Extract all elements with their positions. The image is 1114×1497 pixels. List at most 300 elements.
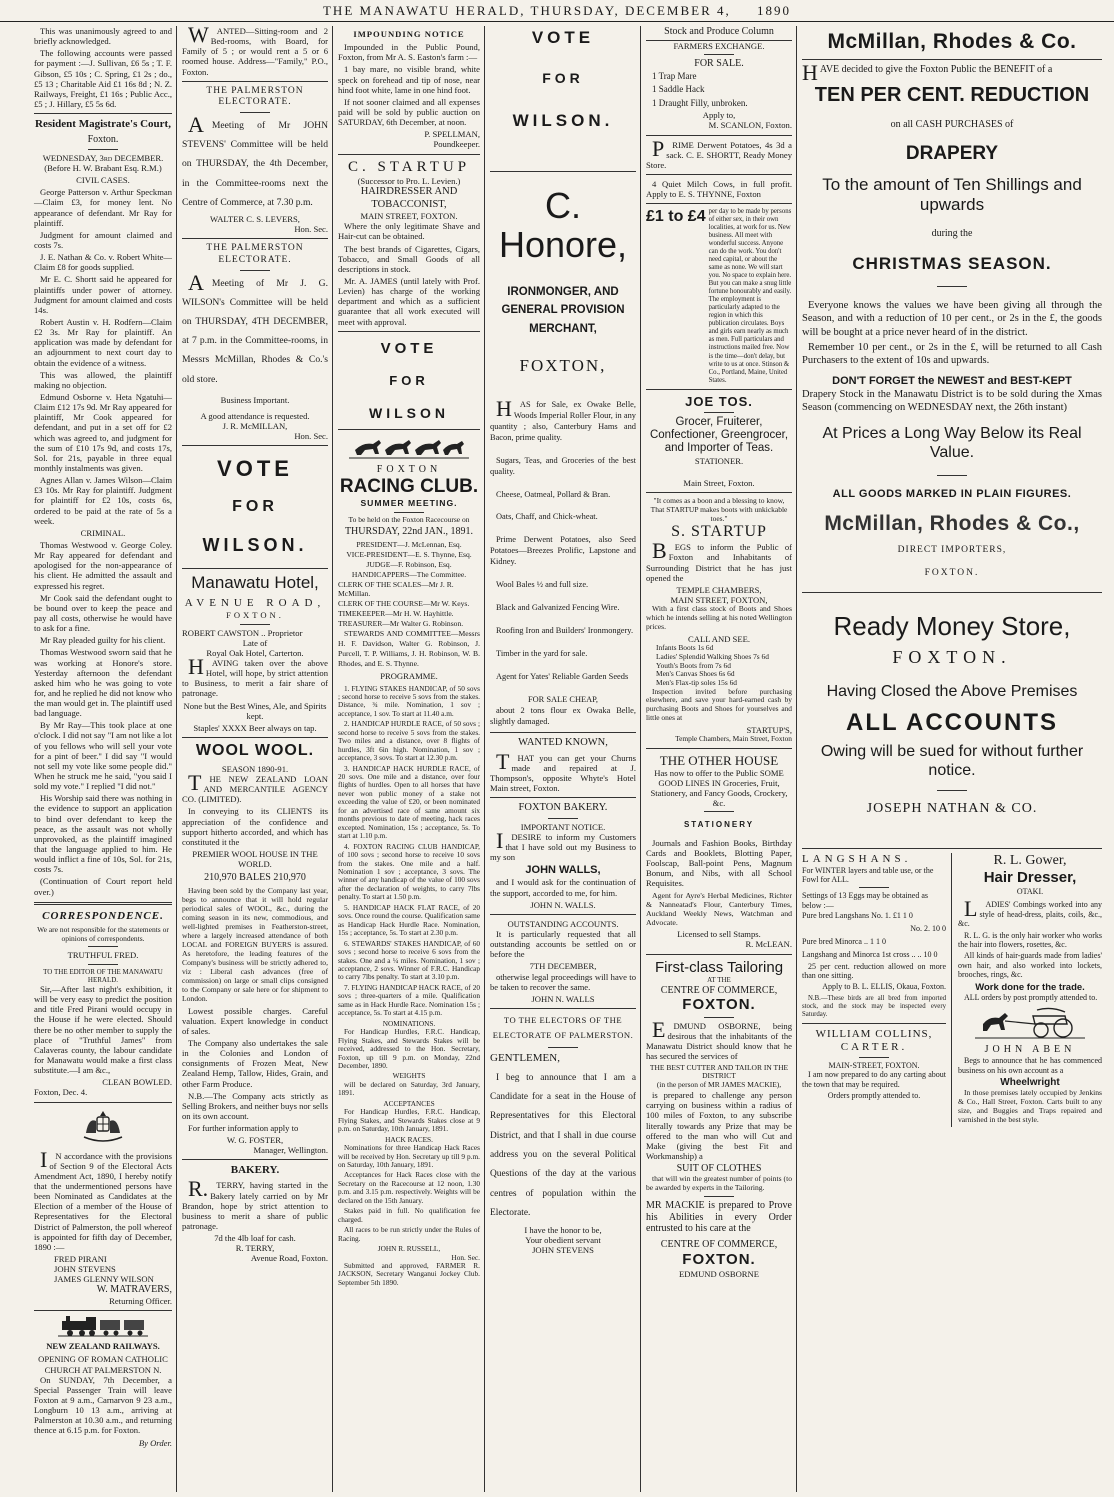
divider [182,1159,328,1160]
racing-official: JUDGE—F. Robinson, Esq. [366,559,452,569]
divider [490,1008,636,1009]
wool-lowest: Lowest possible charges. Careful valuation. Expert knowledge in conduct of sales. [182,1005,328,1036]
wilson-heading: WILSON. [512,110,614,130]
boot-price: Ladies' Splendid Walking Shoes 7s 6d [656,651,769,661]
s-startup-street: MAIN STREET, FOXTON, [670,594,768,605]
honore-item: Cheese, Oatmeal, Pollard & Bran. [496,489,611,499]
electors-title: TO THE ELECTORS OF THE ELECTORATE OF PALMERSTON. [492,1014,634,1041]
egg-price: Pure bred Minorca .. 1 1 0 [802,936,886,946]
gower-title: R. L. Gower, [993,852,1067,868]
summer-meeting: SUMMER MEETING. [360,498,458,509]
collins-trade: CARTER. [840,1040,908,1053]
divider [34,902,172,905]
divider [182,445,328,446]
divider [34,113,172,114]
langshans-nb: N.B.—These birds are all bred from imported stock, and the stock may be inspected every Saturday. [802,994,946,1018]
startup-successor: (Successor to Pro. L. Levien.) [357,176,461,187]
gower-text: All kinds of hair-guards made from ladies' own hair, and also worked into lockets, brooches, rings, &c. [958,951,1102,980]
prices-below-value: At Prices a Long Way Below its Real Value. [822,425,1082,462]
hack-races-text: Stakes paid in full. No qualification fee charged. [338,1206,480,1224]
divider [338,331,480,332]
honore-item: Timber in the yard for sale. [496,648,588,658]
letter-heading: TO THE EDITOR OF THE MANAWATU HERALD. [43,967,163,984]
impounding-item: 1 bay mare, no visible brand, white speck on forehead and tip of nose, near hind foot white, lame in one hind foot. [338,64,480,95]
accounts-text: The following accounts were passed for payment :—J. Sullivan, £6 5s ; T. F. Gibson, £5 10s ; C. Spring, £1 2s ; do., £5 13 ; Charitable Aid £1 16s 8d ; N. Z. Railways, Freight, £1 16s ; Public Acc., £5 ; J. Hillary, £5 5s 6d. [34,48,172,109]
centre-of-commerce: CENTRE OF COMMERCE, [660,1239,778,1251]
divider [704,54,734,55]
railways-title: NEW ZEALAND RAILWAYS. [46,1341,160,1352]
divider [704,1196,734,1197]
divider [646,203,792,204]
joe-tos-trade: Grocer, Fruiterer, Confectioner, Greengrocer, and Importer of Teas. [649,415,789,455]
all-accounts: ALL ACCOUNTS [846,709,1058,737]
divider [182,238,328,239]
court-place: Foxton. [87,134,119,146]
divider [88,149,118,150]
race-item: 3. HANDICAP HACK HURDLE RACE, of 20 sovs. One mile and a distance, over four flights of hurdles. Open to all horses that have never won public money of a stake not exceeding the value of £20, or been nominated for an advertised race of same amount six months previous to date of meeting, hack races excepted. Nomination, 15s ; acceptance, 5s. To start at 1.10 p.m. [338,763,480,841]
divider [240,624,270,625]
mcmillan-para: Remember 10 per cent., or 2s in the £, will be returned to all Cash Purchasers to the extent of 10s and upwards. [802,341,1102,366]
divider [937,790,967,791]
hotel-text: HAVING taken over the above Hotel, will hope, by strict attention to Business, to merit a fair share of patronage. [182,654,328,699]
foxton-bakery-title: FOXTON BAKERY. [518,802,608,814]
wool-season: SEASON 1890-91. [221,763,289,774]
railways-sign: By Order. [138,1437,172,1448]
bakery-notice-sign: JOHN N. WALLS. [530,899,596,910]
divider [704,412,734,413]
outstanding-sign: JOHN N. WALLS [531,993,595,1004]
divider [802,59,1102,60]
criminal-text: By Mr Ray—This took place at one o'clock. I did not say "I am not like a lot of you fellows who will sell your vote for a pint of beer." I did say "I would not sell my vote like some people did." When he struck me he said, "you said I sold my vote." I replied "I did not." [34,720,172,792]
column-rule [640,26,641,1492]
potatoes-ad: PRIME Derwent Potatoes, 4s 3d a sack. C. E. SHORTT, Ready Money Store. [646,135,792,170]
race-item: 6. STEWARDS' STAKES HANDICAP, of 60 sovs ; second horse to receive 6 sovs from the stakes. One and a ¼ miles. Nomination, 1 sov ; acceptance, 2 sovs. Winner of F.R.C. Handicap to carry 7lbs penalty. To start at 3.10 p.m. [338,938,480,982]
direct-importers: DIRECT IMPORTERS, [897,545,1007,556]
aben-more: In those premises lately occupied by Jenkins & Co., Hall Street, Foxton. Carts built to any size, and Buggies and Traps repaired and varnished in the best style. [958,1087,1102,1124]
divider [646,492,792,493]
racing-sign-role: Hon. Sec. [451,1252,480,1262]
racing-official: STEWARDS AND COMMITTEE—Messrs H. F. Davidson, Walter G. Robinson, J. Purcell, T. P. Williams, J. H. Robinson, W. B. Rhodes, and E. S. Thynne. [338,628,480,668]
wool-london: The Company also undertakes the sale in the Colonies and London of consignments of Frozen Meat, New Zealand Hemp, Tallow, Hides, Grain, and other Farm Produce. [182,1037,328,1089]
column-1 [30,26,176,1492]
farmers-exchange: FARMERS EXCHANGE. [673,40,765,51]
sale-item: 1 Draught Filly, unbroken. [652,97,748,108]
gower-text: LADIES' Combings worked into any style of head-dress, plaits, coils, &c., &c. [958,896,1102,929]
ready-money-store-town: FOXTON. [892,647,1012,668]
aben-trade: Wheelwright [1000,1077,1060,1089]
honore-title: C. Honore, [498,184,628,266]
electors-sign: JOHN STEVENS [532,1245,594,1256]
column-4 [486,26,640,1492]
electorate-notice-title: THE PALMERSTON ELECTORATE. [206,85,304,107]
outstanding-date: 7TH DECEMBER, [529,961,597,972]
racing-official: CLERK OF THE SCALES—Mr J. R. McMillan. [338,579,454,599]
egg-price: No. 2. 10 0 [910,924,946,934]
gower-work: Work done for the trade. [975,981,1085,993]
honore-item: Oats, Chaff, and Chick-wheat. [496,512,598,522]
race-item: 1. FLYING STAKES HANDICAP, of 50 sovs ; second horse to receive 5 sovs from the stakes. Distance, ¾ mile. Nomination, 1 sov ; acceptance, 1 sov. To start at 11.40 a.m. [338,683,480,718]
election-notice: IN accordance with the provisions of Section 9 of the Electoral Acts Amendment Act, 1890, I hereby notify that the undermentioned persons have been Nominated as Candidates at the Election of a member of the House of Representatives for the Electoral District of Palmerston, the poll whereof is appointed for fifth day of December, 1890 :— [34,1146,172,1252]
criminal-text: Thomas Westwood v. George Coley. Mr Ray appeared for defendant and apologised for the non-appearance of his client. He admitted the assault and expressed his regret. [34,539,172,591]
divider [88,964,118,965]
mcmillan-town: FOXTON. [924,568,980,579]
electors-text: I beg to announce that I am a Candidate for a seat in the House of Representatives for this Electoral District, and that I shall in due course address you on the several Political Questions of the day at the various centres of population within the Electorate. [490,1072,636,1218]
intro-text: This was unanimously agreed to and briefly acknowledged. [34,26,172,47]
wool-premier: PREMIER WOOL HOUSE IN THE WORLD. [192,849,318,870]
tailoring-at: AT THE [707,976,731,985]
honore-town: FOXTON, [519,355,607,375]
money-text: per day to be made by persons of either sex, in their own localities, at work for us. New business. All meet with wonderful success. Anyone can do the work. You don't need capital, or about the same as none. We will start you. No space to explain here. But you can make a snug little fortune honourably and easily. The employment is particularly adapted to the region in which this publication circulates. Boys and girls earn nearly as much as men. Full particulars and instructions mailed free. Now is the time—don't delay, but write to us at once. Stinson & Co., Portland, Maine, United States. [708,208,792,384]
column-rule [176,26,177,1492]
divider [490,732,636,733]
hotel-road: AVENUE ROAD, [184,596,326,609]
collins-street: MAIN-STREET, FOXTON. [828,1060,920,1070]
stock-column-title: Stock and Produce Column [646,26,792,41]
stationery-heading: STATIONERY [683,820,755,830]
cash-purchases: on all CASH PURCHASES of [890,119,1014,131]
agent-text: Agent for Ayre's Herbal Medicines, Richter & Nanneatad's Flour, Canterbury Times, Auckland Weekly News, Watchman and Advocate. [646,890,792,928]
money-heading: £1 to £4 [646,208,706,226]
mcmillan-title: McMillan, Rhodes & Co., [824,512,1080,536]
case-text: J. E. Nathan & Co. v. Robert White—Claim £8 for goods supplied. [34,252,172,273]
locomotive-icon [58,1315,148,1337]
dont-forget: DON'T FORGET the NEWEST and BEST-KEPT [832,374,1072,387]
wilson-heading: WILSON. [202,535,308,556]
racing-official: TREASURER—Mr Walter G. Robinson. [338,619,464,629]
ten-percent-reduction: TEN PER CENT. REDUCTION [814,83,1090,106]
tailoring-text: EDMUND OSBORNE, being desirous that the inhabitants of the Manawatu District should know that he has secured the services of [646,1017,792,1062]
racing-club-title: RACING CLUB. [339,476,479,497]
electorate-notice-sign: J. R. McMILLAN, [222,421,288,432]
masthead [0,0,1114,22]
s-startup-sign: STARTUP'S, [746,724,792,735]
racing-official: VICE-PRESIDENT—E. S. Thynne, Esq. [346,550,472,560]
during-text: during the [931,228,973,240]
divider [338,429,480,430]
case-text: Mr E. C. Shortt said he appeared for plaintiffs under power of attorney. Judgment for amount claimed and costs 14s. [34,274,172,315]
divider [802,1023,946,1024]
wool-role: Manager, Wellington. [253,1145,328,1156]
divider [182,81,328,82]
divider [646,389,792,390]
langshans-apply: Apply to B. L. ELLIS, Okaua, Foxton. [822,982,946,992]
mcmillan-para: Everyone knows the values we have been giving all through the Season, and with a reduction of 10 per cent., or 2s in the £, the goods will be bought at a price never heard of in the district. [802,300,1102,338]
joe-tos-title: JOE TOS. [685,393,753,409]
honore-item: Roofing Iron and Builders' Ironmongery. [496,626,634,635]
startup-text: Where the only legitimate Shave and Hair-cut can be obtained. [338,221,480,242]
racing-sign: JOHN R. RUSSELL, [377,1244,441,1254]
apply-name: M. SCANLON, Foxton. [708,120,792,131]
hotel-late: Late of [242,637,268,648]
column-rule [484,26,485,1492]
wanted-known-text: THAT you can get your Churns made and repaired at J. Thompson's, opposite Whyte's Hotel Main street, Foxton. [490,748,636,794]
candidate-name: FRED PIRANI [54,1253,107,1264]
impounding-title: IMPOUNDING NOTICE [353,29,465,39]
outstanding-text: It is particularly requested that all outstanding accounts be settled on or before the [490,928,636,960]
racing-approved: Submitted and approved, FARMER R. JACKSON, Secretary Wanganui Jockey Club. September 5th 1890. [338,1260,480,1287]
acceptances-text: For Handicap Hurdles, F.R.C. Handicap, Flying Stakes, and Stewards Stakes close at 9 p.m. on Saturday, 10th January, 1891. [338,1107,480,1134]
hotel-title: Manawatu Hotel, [191,573,319,593]
letter-date: Foxton, Dec. 4. [34,1087,88,1098]
letter-signature: CLEAN BOWLED. [102,1077,172,1088]
electorate-notice-text: AMeeting of Mr JOHN STEVENS' Committee will be held on THURSDAY, the 4th December, in the Committee-rooms next the Centre of Commerce, at 7.30 p.m. [182,112,328,208]
collins-text: I am now prepared to do any carting about the town that may be required. [802,1070,946,1089]
divider [859,1057,889,1058]
wanted-known-title: WANTED KNOWN, [518,736,608,748]
divider [704,811,734,812]
boot-price: Men's Canvas Shoes 6s 6d [656,669,735,679]
case-text: This was allowed, the plaintiff making no objection. [34,369,172,390]
tailoring-points: that will win the greatest number of points (to be awarded by experts in the Tailoring. [646,1173,792,1192]
amount-text: To the amount of Ten Shillings and upwards [822,175,1082,214]
wool-sign: W. G. FOSTER, [226,1135,284,1146]
case-text: Agnes Allan v. James Wilson—Claim £3 10s. Mr Ray for plaintiff. Judgment for plaintiff for £2 10s, costs 6s, ordered to be paid at the rate of 5s a week. [34,475,172,526]
honore-trade: IRONMONGER, AND GENERAL PROVISION MERCHANT, [501,285,625,335]
wool-text: In conveying to its CLIENTS its appreciation of the confidence and support hitherto accorded, and which has constituted it the [182,806,328,847]
hack-races-heading: HACK RACES. [385,1134,433,1144]
call-and-see: CALL AND SEE. [688,633,750,644]
honore-item: Prime Derwent Potatoes, also Seed Potatoes—Breezes Prolific, Lapstone and Kidney. [490,535,636,567]
owing-text: Owing will be sued for without further notice. [820,742,1084,779]
weights-text: will be declared on Saturday, 3rd January, 1891. [338,1079,480,1098]
race-item: 4. FOXTON RACING CLUB HANDICAP, of 100 sovs ; second horse to receive 10 sovs from the stakes. One mile and a half. Nomination 1 sov ; acceptance, 3 sovs. The winner of any handicap of the value of 100 sovs after the declaration of weights, to carry 7lbs penalty. To start at 1.50 p.m. [338,841,480,902]
aben-text: Begs to announce that he has commenced business on his own account as a [958,1056,1102,1075]
divider [859,887,889,888]
hotel-town: FOXTON. [226,609,284,620]
divider [88,946,118,947]
civil-cases-heading: CIVIL CASES. [76,175,130,186]
court-before: (Before H. W. Brabant Esq. R.M.) [44,163,162,174]
egg-price: Langshang and Minorca 1st cross .. .. 10 0 [802,949,938,959]
column-3 [334,26,484,1492]
gower-orders: ALL orders by post promptly attended to. [964,992,1098,1002]
paper-name: THE MANAWATU HERALD, [322,3,526,18]
aben-title: JOHN ABEN [984,1044,1076,1056]
electorate-notice-title: THE PALMERSTON ELECTORATE. [206,243,304,265]
honore-item: Black and Galvanized Fencing Wire. [496,603,620,613]
apply-to: Apply to, [702,110,736,121]
divider [646,135,792,136]
important-notice: IMPORTANT NOTICE. [520,821,606,832]
impounding-more: If not sooner claimed and all expenses paid will be sold by public auction on SATURDAY, 6th December, at noon. [338,96,480,128]
wool-info: For further information apply to [188,1123,299,1134]
bakery-price: 7d the 4lb loaf for cash. [214,1233,296,1244]
criminal-text: (Continuation of Court report held over.) [34,876,172,897]
joe-tos-stationer: STATIONER. [694,455,744,466]
bakery-title: BAKERY. [230,1164,280,1177]
langshans-title: LANGSHANS. [802,852,912,865]
wanted-ad: WANTED—Sitting-room and 2 Bed-rooms, with Board, for Family of 5 ; or would rent a 5 or 6 roomed house. Address—"Family," P.O., Foxton. [182,26,328,77]
royal-coat-of-arms-icon [80,1107,126,1147]
bakery-notice-more: and I would ask for the continuation of the support, accorded to me, for him. [490,877,636,898]
hotel-proprietor: ROBERT CAWSTON .. Proprietor [182,627,303,638]
criminal-text: Thomas Westwood sworn said that he was working at Honore's store. Yesterday afternoon the defendant asked him who he was going to vote for, and he replied he did not know who the man would get in. The plaintiff used bad language. [34,647,172,719]
impounding-text: Impounded in the Public Pound, Foxton, from Mr A. S. Easton's farm :— [338,42,480,63]
outstanding-more: otherwise legal proceedings will have to be taken to recover the same. [490,971,636,992]
hack-races-text: Nominations for three Handicap Hack Races will be received by Hon. Secretary up till 9 p.m. on Saturday, 10th January, 1891. [338,1143,480,1169]
racehorses-icon [349,434,469,460]
criminal-heading: CRIMINAL. [80,527,126,538]
bakery-text: R.TERRY, having started in the Bakery lately carried on by Mr Brandon, hope by strict attention to business to merit a share of public patronage. [182,1176,328,1232]
newspaper-page [30,26,1106,1492]
honore-item: Agent for Yates' Reliable Garden Seeds [496,671,629,681]
divider [338,154,480,155]
divider [548,1047,578,1048]
correspondence-title: CORRESPONDENCE. [42,909,164,922]
divider [34,1102,172,1103]
column-5 [642,26,796,1492]
joe-tos-street: Main Street, Foxton. [683,477,755,488]
gower-town: OTAKI. [1016,886,1044,896]
honore-item: Wool Bales ½ and full size. [496,580,589,590]
attendance-request: A good attendance is requested. [200,411,310,421]
column-rule [796,26,797,1492]
tailoring-mackie: MR MACKIE is prepared to Prove his Abilities in every Order entrusted to his care at the [646,1199,792,1235]
racing-held: To be held on the Foxton Racecourse on [348,514,470,524]
hack-races-text: Acceptances for Hack Races close with the Secretary on the Racecourse at 12 noon, 1.30 p.m. and 3.15 p.m. respectively. Weights will be declared on the 15th January. [338,1170,480,1205]
race-item: 2. HANDICAP HURDLE RACE, of 50 sovs ; second horse to receive 5 sovs from the stakes. Two miles and a distance, over 8 flights of hurdles, 3ft 6in high. Nomination, 1 sov ; acceptance, 3 sovs. To start at 12.30 p.m. [338,719,480,763]
returning-officer-name: W. MATRAVERS, [96,1284,172,1296]
collins-orders: Orders promptly attended to. [827,1091,921,1101]
horse-buggy-icon [975,1006,1085,1040]
bakery-sign: R. TERRY, [235,1243,275,1254]
divider [802,592,1102,593]
vote-heading: VOTE [380,339,438,357]
cows-ad: 4 Quiet Milch Cows, in full profit. Apply to E. S. THYNNE, Foxton [646,178,792,200]
criminal-text: Mr Ray pleaded guilty for his client. [40,635,166,646]
boot-price: Men's Flax-tip soles 15s 6d [656,678,737,688]
wool-title: WOOL WOOL. [195,742,315,760]
divider [490,914,636,915]
race-item: 7. FLYING HANDICAP HACK RACE, of 20 sovs ; three-quarters of a mile. Qualification same as in Hack Hurdle Race. Nomination 15s ; acceptance, 5s. To start at 4.15 p.m. [338,982,480,1018]
court-date: WEDNESDAY, 3rd DECEMBER. [42,152,164,163]
for-sale-heading: FOR SALE. [694,57,744,69]
s-startup-inspect: Inspection invited before purchasing elsewhere, and save your hard-earned cash by purchasing Boots and Shoes for yourselves and little ones at [646,686,792,722]
divider [182,737,328,738]
stationery-text: Journals and Fashion Books, Birthday Cards and Booklets, Blotting Paper, Foolscap, Ball-point Pens, Magnum Bonum, and Nibs, with all School Requisites. [646,837,792,889]
candidate-name: JAMES GLENNY WILSON [54,1274,154,1285]
bakery-son: JOHN WALLS, [525,864,601,877]
correspondence-note: We are not responsible for the statements or opinions of correspondents. [37,924,169,943]
langshans-text: For WINTER layers and table use, or the Fowl for ALL. [802,865,934,885]
drapery-heading: DRAPERY [905,142,999,164]
nominations-text: For Handicap Hurdles, F.R.C. Handicap, Flying Stakes, and Stewards Stakes will be received, addressed to the Hon. Secretary, Foxton, up till 9 p.m. on Monday, 22nd December, 1890. [338,1027,480,1070]
suit-of-clothes: SUIT OF CLOTHES [676,1163,762,1175]
electors-honour: I have the honor to be, [524,1225,602,1236]
startup-trade: HAIRDRESSER AND TOBACCONIST, [360,186,458,210]
divider [490,797,636,798]
centre-of-commerce: CENTRE OF COMMERCE, [660,984,778,996]
divider [548,818,578,819]
divider [490,171,636,172]
column-rule [332,26,333,1492]
sale-item: 1 Saddle Hack [652,84,705,95]
electorate-notice-text: AMeeting of Mr J. G. WILSON's Committee will be held on THURSDAY, 4TH DECEMBER, at 7 p.m. in the Committee-rooms, in Messrs McMillan, Rhodes & Co.'s old store. [182,269,328,385]
impounding-role: Poundkeeper. [433,139,480,150]
tailoring-person: (in the person of MR JAMES MACKIE), [656,1080,782,1090]
case-text: Judgment for amount claimed and costs 7s. [34,229,172,251]
collins-title: WILLIAM COLLINS, [815,1027,933,1040]
bakery-town: Avenue Road, Foxton. [250,1253,328,1264]
licensed-stamps: Licensed to sell Stamps. [677,929,761,940]
wool-bales: 210,970 BALES 210,970 [204,872,306,884]
wool-more: Having been sold by the Company last year, begs to announce that it will hold regular periodical sales of WOOL, &c., during the coming season in its new, commodious, and well-lighted premises in Featherston-street, where a largely increased attendance of both LOCAL and FOREIGN BUYERS is assured. As heretofore, the leading features of the Company's business will be strictly adhered to, viz : Liberal cash advances (free of commission) on large or small clips consigned to the Company or sale here or for shipment to London. [182,886,328,1003]
divider [704,1017,734,1018]
plain-figures: ALL GOODS MARKED IN PLAIN FIGURES. [832,487,1072,500]
tailoring-town: FOXTON. [682,1251,756,1269]
s-startup-address: Temple Chambers, Main Street, Foxton [675,733,792,743]
s-startup-more: With a first class stock of Boots and Shoes which he intends selling at his noted Wellington prices. [646,604,792,631]
electorate-notice-role: Hon. Sec. [294,224,328,235]
temple-chambers: TEMPLE CHAMBERS, [676,584,762,595]
boot-price: Youth's Boots from 7s 6d [656,660,731,670]
mcmillan-intro: HAVE decided to give the Foxton Public the BENEFIT of a [802,59,1053,85]
hotel-wines: None but the Best Wines, Ale, and Spirits kept. [183,700,327,721]
electors-close: Your obedient servant [525,1235,601,1246]
nominations-heading: NOMINATIONS. [382,1018,436,1028]
vote-heading: VOTE [217,456,293,482]
divider [937,286,967,287]
for-sale-cheap: FOR SALE CHEAP, [527,694,599,704]
divider [182,568,328,569]
tailoring-town: FOXTON. [682,996,756,1014]
vote-heading: VOTE [531,28,595,47]
hotel-previous: Royal Oak Hotel, Carterton. [206,647,304,658]
electorate-notice-sign: WALTER C. S. LEVERS, [210,214,300,225]
business-important: Business Important. [220,394,290,405]
wool-nb: N.B.—The Company acts strictly as Selling Brokers, and neither buys nor sells on its own account. [182,1090,328,1121]
masthead-day: THURSDAY, [530,3,620,18]
weights-heading: WEIGHTS [392,1071,426,1081]
racing-town: FOXTON [376,464,442,476]
electorate-notice-role: Hon. Sec. [294,431,328,442]
having-closed: Having Closed the Above Premises [826,682,1078,700]
railways-subtitle: OPENING OF ROMAN CATHOLIC CHURCH AT PALMERSTON N. [38,1354,168,1375]
letter-title: TRUTHFUL FRED. [67,950,139,961]
letter-body: Sir,—After last night's exhibition, it will be very easy to predict the position and title Fred Pirani would occupy in the House if he were elected. Should there be no other member to supply the place of "Truthful James" from Calaveras county, the labour candidate for Manawatu would make a first class substitute.—I am &c., [34,984,172,1076]
other-house-text: Has now to offer to the Public SOME GOOD LINES IN Groceries, Fruit, Stationery, and Fancy Goods, Crockery, &c. [650,767,788,809]
for-sale-cheap-text: about 2 tons flour ex Owaka Belle, slightly damaged. [490,705,636,726]
racing-official: TIMEKEEPER—Mr H. W. Hayhittle. [338,609,454,619]
langshans-settings: Settings of 13 Eggs may be obtained as below :— [802,891,928,910]
divider [937,475,967,476]
racing-official: CLERK OF THE COURSE—Mr W. Keys. [338,599,470,609]
mcmillan-title: McMillan, Rhodes & Co. [827,30,1077,53]
wilson-heading: WILSON [369,404,449,421]
for-heading: FOR [542,70,584,87]
for-heading: FOR [389,373,429,389]
startup-text: The best brands of Cigarettes, Cigars, Tobacco, and Small Goods of all descriptions in stock. [338,243,480,274]
s-startup-title: S. STARTUP [671,523,767,541]
railways-text: On SUNDAY, 7th December, a Special Passenger Train will leave Foxton at 9 a.m., Carnarvon 9 23 a.m., Longburn 10 13 a.m., arriving at Palmerston at 10.30 a.m., and returning thence at 6.15 p.m. for Foxton. [34,1374,172,1436]
divider [240,270,270,271]
acceptances-heading: ACCEPTANCES [383,1098,435,1108]
outstanding-title: OUTSTANDING ACCOUNTS. [507,918,619,929]
divider [646,748,792,749]
startup-text: Mr. A. JAMES (until lately with Prof. Levien) has charge of the working department and which as a sufficient guarantee that all work executed will meet with approval. [338,275,480,327]
hotel-beer: Staples' XXXX Beer always on tap. [193,722,317,733]
gower-text: R. L. G. is the only hair worker who works the hair into flowers, rosettes, &c. [958,930,1102,950]
boot-price: Infants Boots 1s 6d [656,643,714,653]
column-6 [798,26,1106,1492]
christmas-season: CHRISTMAS SEASON. [852,254,1052,274]
bakery-notice-text: IDESIRE to inform my Customers that I have sold out my Business to my son [490,827,636,863]
criminal-text: His Worship said there was nothing in the evidence to support an application to bind over defendant to keep the peace, as the assault was not wholly unprovoked, as the plaintiff imagined that the language applied to him. He would inflict a fine of 10s, Sol. for 21s, costs 7s. [34,793,172,875]
racing-official: HANDICAPPERS—The Committee. [351,569,467,579]
divider [34,1310,172,1311]
impounding-sign: P. SPELLMAN, [424,129,480,140]
tailoring-sign: EDMUND OSBORNE [679,1268,759,1279]
